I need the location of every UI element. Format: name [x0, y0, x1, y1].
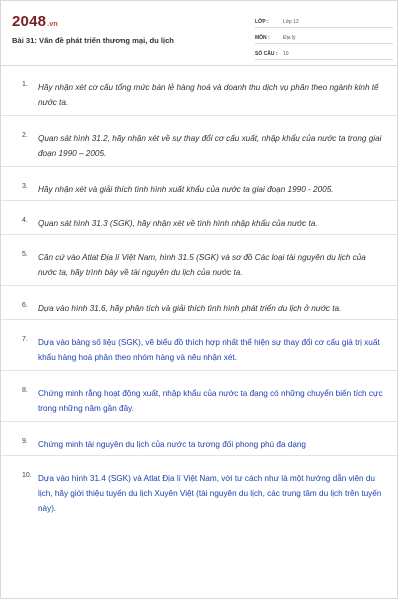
question-number: 6. [22, 302, 28, 309]
site-logo[interactable] [12, 13, 58, 30]
question-list [1, 65, 397, 526]
question-text: Dựa vào hình 31.6, hãy phân tích và giải thích tình hình phát triển du lịch ở nước ta. [38, 304, 342, 313]
lesson-title: Bài 31: Vấn đề phát triển thương mại, du lịch [12, 36, 174, 45]
question-item [1, 235, 397, 286]
question-number: 1. [22, 81, 28, 88]
meta-table [255, 15, 393, 63]
question-number: 7. [22, 336, 28, 343]
meta-label: MÔN : [255, 35, 270, 41]
question-text: Hãy nhận xét và giải thích tình hình xuất khẩu của nước ta giai đoạn 1990 - 2005. [38, 185, 334, 194]
question-number: 4. [22, 217, 28, 224]
question-number: 10. [22, 472, 32, 479]
question-item [1, 456, 397, 526]
question-number: 2. [22, 132, 28, 139]
meta-label: SỐ CÂU : [255, 51, 278, 57]
meta-label: LỚP : [255, 19, 269, 25]
question-item [1, 65, 397, 116]
question-item [1, 201, 397, 235]
question-text: Chứng minh rằng hoạt động xuất, nhập khẩu của nước ta đang có những chuyển biến tích cực trong những năm gần đây. [38, 389, 383, 413]
question-item [1, 116, 397, 167]
question-text: Quan sát hình 31.2, hãy nhận xét về sự thay đổi cơ cấu xuất, nhập khẩu của nước ta trong giai đoạn 1990 – 2005. [38, 134, 382, 158]
meta-row-class [255, 15, 393, 28]
question-text: Căn cứ vào Atlat Địa lí Việt Nam, hình 31.5 (SGK) và sơ đồ Các loại tài nguyên du lịch của nước ta, hãy trình bày về tài nguyên du lịch của nước ta. [38, 253, 366, 277]
question-number: 3. [22, 183, 28, 190]
question-number: 5. [22, 251, 28, 258]
meta-value: 10 [283, 51, 289, 57]
question-item [1, 320, 397, 371]
question-text: Quan sát hình 31.3 (SGK), hãy nhận xét về tình hình nhập khẩu của nước ta. [38, 219, 318, 228]
logo-text: 2048 [12, 13, 47, 30]
question-item [1, 167, 397, 201]
meta-value: Địa lý [283, 35, 296, 41]
meta-row-subject [255, 31, 393, 44]
question-number: 8. [22, 387, 28, 394]
question-item [1, 422, 397, 456]
meta-row-count [255, 47, 393, 60]
question-item [1, 286, 397, 320]
worksheet-header [1, 1, 397, 66]
logo-tld: .vn [47, 21, 58, 28]
question-text: Dựa vào hình 31.4 (SGK) và Atlat Địa lí Việt Nam, với tư cách như là một hướng dẫn viên du lịch, hãy giới thiệu tuyến du lịch Xuyên Việt (tài nguyên du lịch, các trung tâm du lịch trên tuyến này). [38, 474, 382, 513]
meta-value: Lớp 12 [283, 19, 299, 25]
question-text: Chứng minh tài nguyên du lịch của nước ta tương đối phong phú đa dạng [38, 440, 306, 449]
question-number: 9. [22, 438, 28, 445]
question-item [1, 371, 397, 422]
question-text: Hãy nhận xét cơ cấu tổng mức bán lẻ hàng hoá và doanh thu dịch vụ phân theo ngành kinh tế nước ta. [38, 83, 379, 107]
question-text: Dựa vào bảng số liệu (SGK), vẽ biểu đồ thích hợp nhất thể hiện sự thay đổi cơ cấu giá trị xuất khẩu hàng hoá phân theo nhóm hàng và nêu nhận xét. [38, 338, 380, 362]
